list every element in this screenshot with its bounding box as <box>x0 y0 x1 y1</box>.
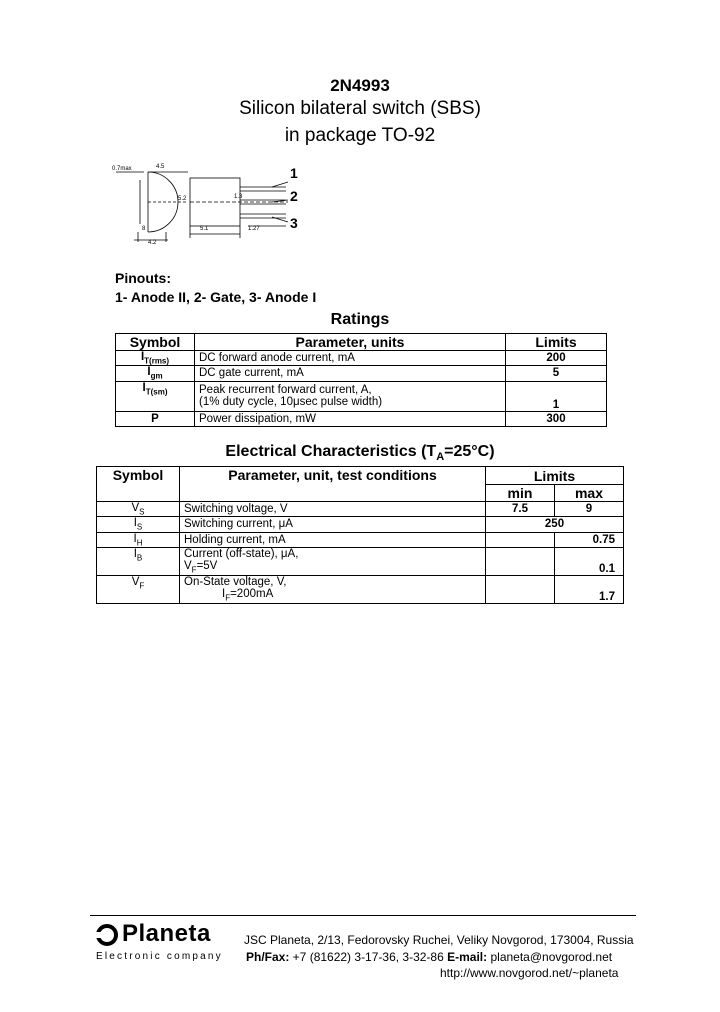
symbol: V <box>131 575 140 588</box>
symbol-subscript: S <box>139 507 145 517</box>
company-logo: Planeta <box>122 920 211 947</box>
symbol-subscript: B <box>136 553 143 563</box>
limit-value: 300 <box>506 411 607 426</box>
header-min: min <box>486 485 555 502</box>
symbol: P <box>151 412 159 425</box>
dim-label: 0.7max <box>112 166 132 172</box>
table-row <box>116 366 607 381</box>
dim-label: 1.3 <box>234 194 243 200</box>
pinouts-title: Pinouts: <box>115 270 171 286</box>
parameter: Switching current, μA <box>180 517 486 532</box>
parameter: Power dissipation, mW <box>195 411 506 426</box>
header-max: max <box>555 485 624 502</box>
max-value: 0.75 <box>555 532 624 547</box>
subtitle-line-1: Silicon bilateral switch (SBS) <box>239 98 481 119</box>
phone-label: Ph/Fax: <box>246 950 290 964</box>
table-row <box>97 547 624 575</box>
max-value: 250 <box>486 517 624 532</box>
parameter: DC gate current, mA <box>195 366 506 381</box>
symbol-subscript: T(rms) <box>144 356 170 366</box>
parameter-line-2: (1% duty cycle, 10μsec pulse width) <box>199 396 383 409</box>
min-value <box>486 532 555 547</box>
dim-label: 1.27 <box>248 226 260 232</box>
table-row <box>116 351 607 366</box>
table-row <box>97 502 624 517</box>
cond-value: =200mA <box>230 588 274 601</box>
pin-label-2: 2 <box>290 188 298 204</box>
parameter: On-State voltage, V, <box>184 576 287 589</box>
title-text-end: =25°C) <box>444 443 495 460</box>
cond-symbol: I <box>222 588 226 601</box>
company-address: JSC Planeta, 2/13, Fedorovsky Ruchei, Veliky Novgorod, 173004, Russia <box>244 933 634 947</box>
pin-label-3: 3 <box>290 215 298 231</box>
parameter: Current (off-state), μA, <box>184 548 299 561</box>
title-text: Electrical Characteristics (T <box>225 443 437 460</box>
symbol: I <box>140 351 145 363</box>
limit-value: 1 <box>506 381 607 411</box>
parameter: DC forward anode current, mA <box>195 351 506 366</box>
dim-label: 4.2 <box>148 240 157 246</box>
parameter: Switching voltage, V <box>180 502 486 517</box>
cond-value: =5V <box>196 560 218 573</box>
email-address[interactable]: planeta@novgorod.net <box>487 950 613 964</box>
table-row <box>97 532 624 547</box>
header-parameter: Parameter, unit, test conditions <box>180 467 486 502</box>
max-value: 9 <box>555 502 624 517</box>
subtitle-line-2: in package TO-92 <box>284 125 436 146</box>
company-tagline: Electronic company <box>96 951 223 962</box>
symbol-subscript: gm <box>150 371 163 381</box>
header-limits: Limits <box>486 467 624 485</box>
cond-subscript: F <box>191 565 197 575</box>
symbol-subscript: H <box>136 537 143 547</box>
ratings-title: Ratings <box>330 311 390 328</box>
dim-label: 5.2 <box>178 196 187 202</box>
header-symbol: Symbol <box>116 334 195 351</box>
header-limits: Limits <box>506 334 607 351</box>
test-condition <box>184 588 481 602</box>
symbol: I <box>147 366 151 379</box>
dim-label: 4.5 <box>156 164 165 170</box>
min-value: 7.5 <box>486 502 555 517</box>
symbol: I <box>133 517 137 530</box>
contact-line <box>246 950 612 964</box>
electrical-table <box>96 466 624 604</box>
dim-label: 5.1 <box>200 226 209 232</box>
planeta-logo-icon <box>96 924 118 946</box>
symbol: I <box>133 532 137 545</box>
max-value: 0.1 <box>555 547 624 575</box>
phone-number: +7 (81622) 3-17-36, 3-32-86 <box>289 950 448 964</box>
footer-divider <box>90 915 636 916</box>
min-value <box>486 547 555 575</box>
min-value <box>486 575 555 603</box>
table-row <box>97 517 624 532</box>
table-row <box>97 575 624 603</box>
symbol-subscript: T(sm) <box>145 386 168 396</box>
symbol-subscript: S <box>136 522 143 532</box>
limit-value: 200 <box>506 351 607 366</box>
package-drawing <box>108 160 308 250</box>
table-row <box>116 381 607 411</box>
symbol: I <box>142 381 146 394</box>
cond-symbol: V <box>184 560 192 573</box>
symbol: V <box>131 502 140 514</box>
electrical-title <box>0 443 720 463</box>
symbol-subscript: F <box>139 581 145 591</box>
cond-subscript: F <box>225 593 231 603</box>
parameter: Peak recurrent forward current, A, <box>199 384 372 397</box>
title-subscript: A <box>436 451 445 464</box>
pinouts-list: 1- Anode II, 2- Gate, 3- Anode I <box>115 289 317 305</box>
max-value: 1.7 <box>555 575 624 603</box>
ratings-table <box>115 333 607 427</box>
dim-label: 8 <box>142 226 146 232</box>
table-row <box>116 411 607 426</box>
pin-label-1: 1 <box>290 165 298 181</box>
symbol: I <box>133 547 137 560</box>
header-parameter: Parameter, units <box>195 334 506 351</box>
part-number: 2N4993 <box>330 76 390 95</box>
header-symbol: Symbol <box>97 467 180 502</box>
limit-value: 5 <box>506 366 607 381</box>
parameter: Holding current, mA <box>180 532 486 547</box>
email-label: E-mail: <box>447 950 488 964</box>
website-link[interactable]: http://www.novgorod.net/~planeta <box>440 966 619 980</box>
test-condition <box>184 560 481 574</box>
